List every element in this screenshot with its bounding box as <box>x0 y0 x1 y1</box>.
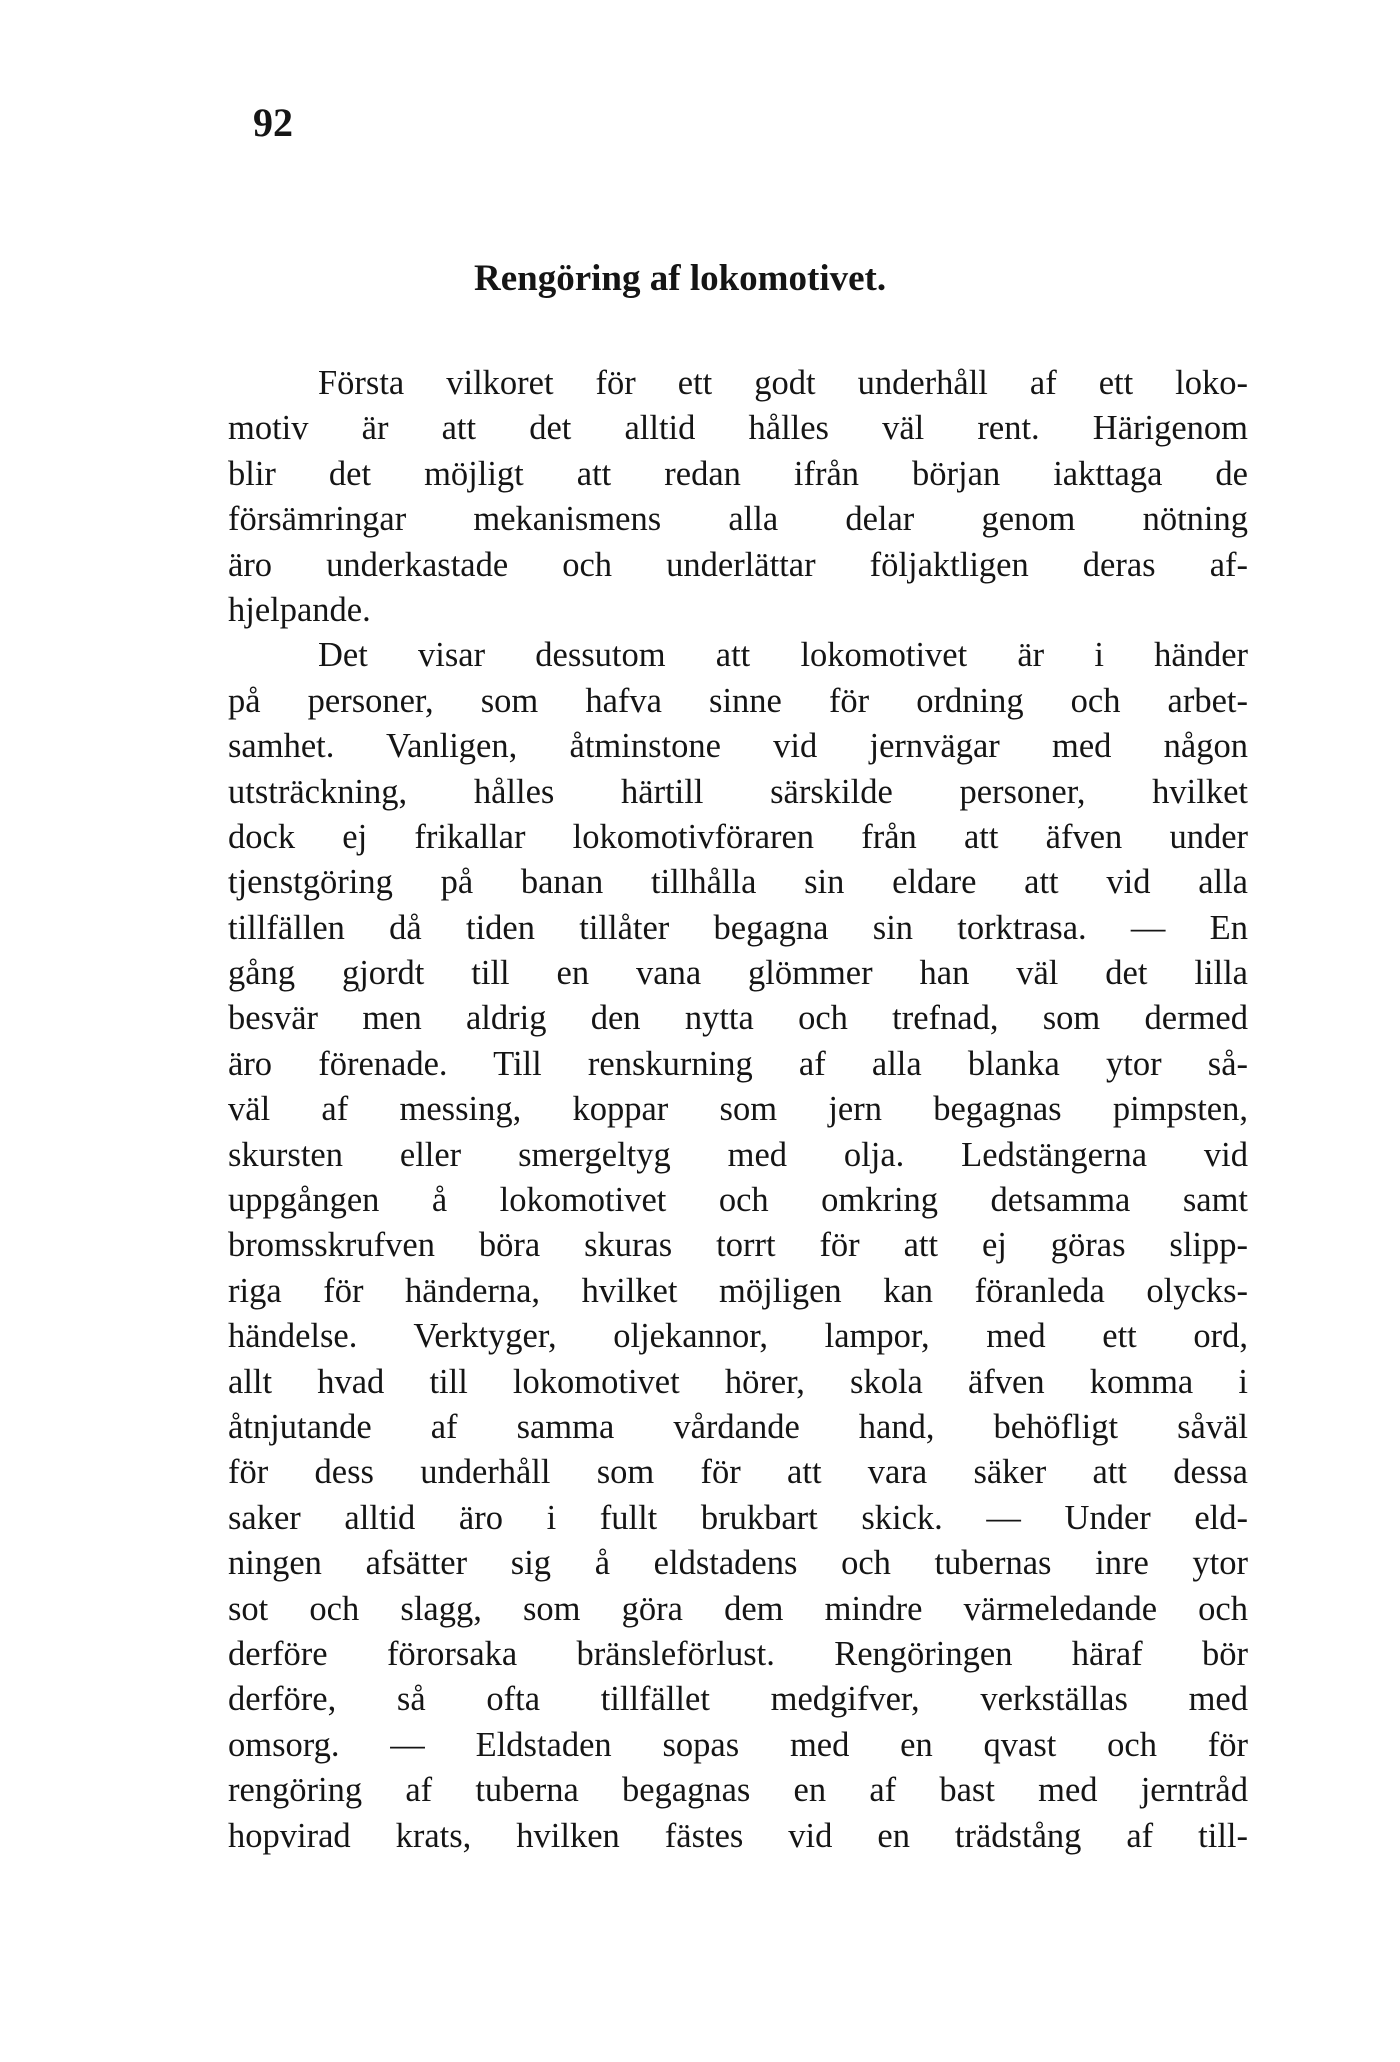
text-line: derföre, så ofta tillfället medgifver, verkställas med <box>228 1680 1248 1719</box>
text-line: rengöring af tuberna begagnas en af bast med jerntråd <box>228 1771 1248 1810</box>
text-line: på personer, som hafva sinne för ordning och arbet- <box>228 681 1248 720</box>
text-line: gång gjordt till en vana glömmer han väl det lilla <box>228 954 1248 993</box>
text-line: tillfällen då tiden tillåter begagna sin torktrasa. — En <box>228 908 1248 947</box>
text-line: händelse. Verktyger, oljekannor, lampor, med ett ord, <box>228 1317 1248 1356</box>
text-line: sot och slagg, som göra dem mindre värmeledande och <box>228 1589 1248 1628</box>
text-line: åtnjutande af samma vårdande hand, behöfligt såväl <box>228 1407 1248 1446</box>
text-line: Det visar dessutom att lokomotivet är i händer <box>318 636 1248 675</box>
text-line: äro förenade. Till renskurning af alla blanka ytor så- <box>228 1044 1248 1083</box>
text-line: riga för händerna, hvilket möjligen kan föranleda olycks- <box>228 1271 1248 1310</box>
text-line: omsorg. — Eldstaden sopas med en qvast och för <box>228 1725 1248 1764</box>
text-line: allt hvad till lokomotivet hörer, skola äfven komma i <box>228 1362 1248 1401</box>
text-line: uppgången å lokomotivet och omkring detsamma samt <box>228 1181 1248 1220</box>
text-line: hopvirad krats, hvilken fästes vid en trädstång af till- <box>228 1816 1248 1855</box>
text-line: hjelpande. <box>228 590 371 629</box>
text-line: bromsskrufven böra skuras torrt för att ej göras slipp- <box>228 1226 1248 1265</box>
section-heading: Rengöring af lokomotivet. <box>474 258 887 299</box>
text-line: dock ej frikallar lokomotivföraren från att äfven under <box>228 817 1248 856</box>
text-line: skursten eller smergeltyg med olja. Ledstängerna vid <box>228 1135 1248 1174</box>
text-line: äro underkastade och underlättar följaktligen deras af- <box>228 545 1248 584</box>
text-line: derföre förorsaka bränsleförlust. Rengöringen häraf bör <box>228 1634 1248 1673</box>
text-line: för dess underhåll som för att vara säker att dessa <box>228 1453 1248 1492</box>
text-line: motiv är att det alltid hålles väl rent. Härigenom <box>228 409 1248 448</box>
text-line: väl af messing, koppar som jern begagnas pimpsten, <box>228 1090 1248 1129</box>
text-line: besvär men aldrig den nytta och trefnad, som dermed <box>228 999 1248 1038</box>
text-line: tjenstgöring på banan tillhålla sin eldare att vid alla <box>228 863 1248 902</box>
text-line: saker alltid äro i fullt brukbart skick. — Under eld- <box>228 1498 1248 1537</box>
text-line: Första vilkoret för ett godt underhåll af ett loko- <box>318 364 1248 402</box>
text-line: ningen afsätter sig å eldstadens och tubernas inre ytor <box>228 1544 1248 1583</box>
page-number: 92 <box>253 100 293 145</box>
body-text <box>228 361 1248 1859</box>
text-line: utsträckning, hålles härtill särskilde personer, hvilket <box>228 772 1248 811</box>
text-line: försämringar mekanismens alla delar genom nötning <box>228 500 1248 539</box>
text-line: blir det möjligt att redan ifrån början iakttaga de <box>228 454 1248 493</box>
text-line: samhet. Vanligen, åtminstone vid jernvägar med någon <box>228 727 1248 766</box>
